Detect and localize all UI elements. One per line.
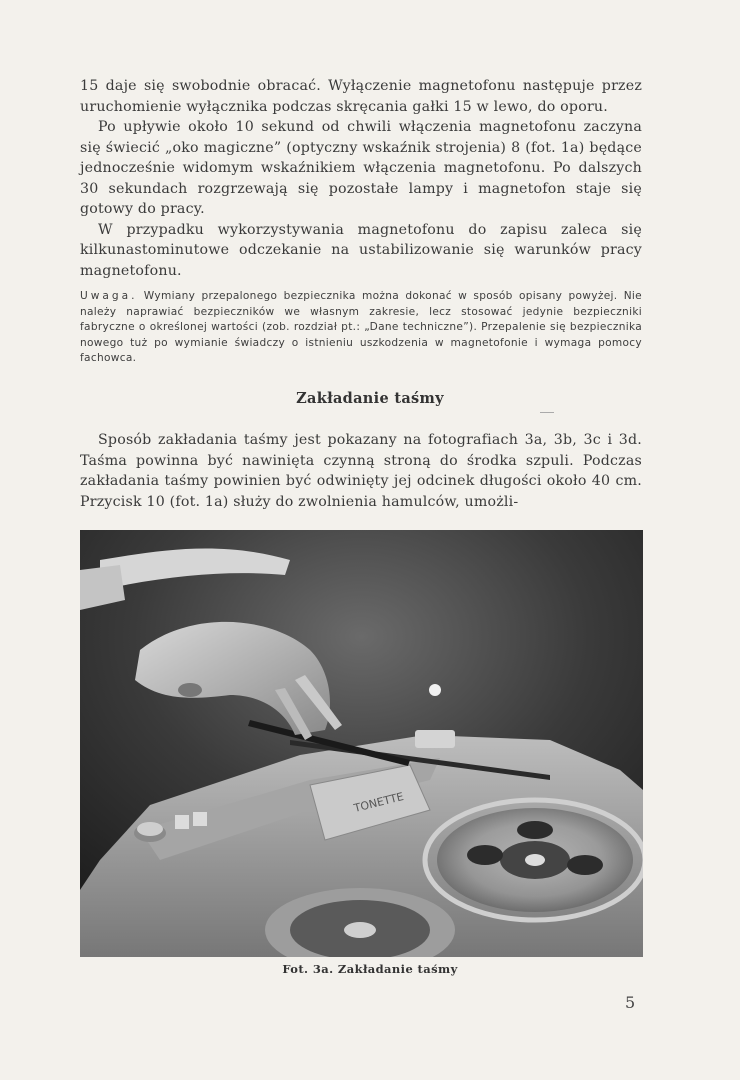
paragraph: Sposób zakładania taśmy jest pokazany na fotografiach 3a, 3b, 3c i 3d. Taśma powinna być nawinięta czynną stroną do środka szpuli. Podczas zakładania taśmy powinien być odwinięty jej odcinek długości około 40 cm. Przycisk 10 (fot. 1a) służy do zwolnienia hamulców, umożli- [80, 432, 642, 510]
note [80, 289, 642, 367]
page-number: 5 [625, 993, 636, 1012]
photo-caption: Fot. 3a. Zakładanie taśmy [282, 962, 458, 976]
paragraph: 15 daje się swobodnie obracać. Wyłączenie magnetofonu następuje przez uruchomienie wyłącznika podczas skręcania gałki 15 w lewo, do oporu. [80, 78, 642, 115]
paragraph: W przypadku wykorzystywania magnetofonu do zapisu zaleca się kilkunastominutowe odczekanie na ustabilizowanie się warunków pracy magnetofonu. [80, 221, 642, 279]
photograph [80, 530, 643, 957]
paragraph: Po upływie około 10 sekund od chwili włączenia magnetofonu zaczyna się świecić „oko magiczne” (optyczny wskaźnik strojenia) 8 (fot. 1a) będące jednocześnie widomym wskaźnikiem włączenia magnetofonu. Po dalszych 30 sekundach rozgrzewają się pozostałe lampy i magnetofon staje się gotowy do pracy. [80, 119, 642, 217]
body-text-top [80, 76, 642, 281]
body-text-bottom [80, 430, 642, 512]
divider [540, 412, 554, 413]
photo-image [80, 530, 643, 957]
section-heading: Zakładanie taśmy [296, 390, 444, 407]
note-lead: Uwaga. [80, 290, 138, 302]
device-label: TONETTE [352, 790, 405, 815]
note-text: Wymiany przepalonego bezpiecznika można dokonać w sposób opisany powyżej. Nie należy naprawiać bezpieczników we własnym zakresie, lecz stosować jedynie bezpieczniki fabryczne o określonej wartości (zob. rozdział pt.: „Dane techniczne”). Przepalenie się bezpiecznika nowego tuż po wymianie świadczy o istnieniu uszkodzenia w magnetofonie i wymaga pomocy fachowca. [80, 290, 642, 365]
